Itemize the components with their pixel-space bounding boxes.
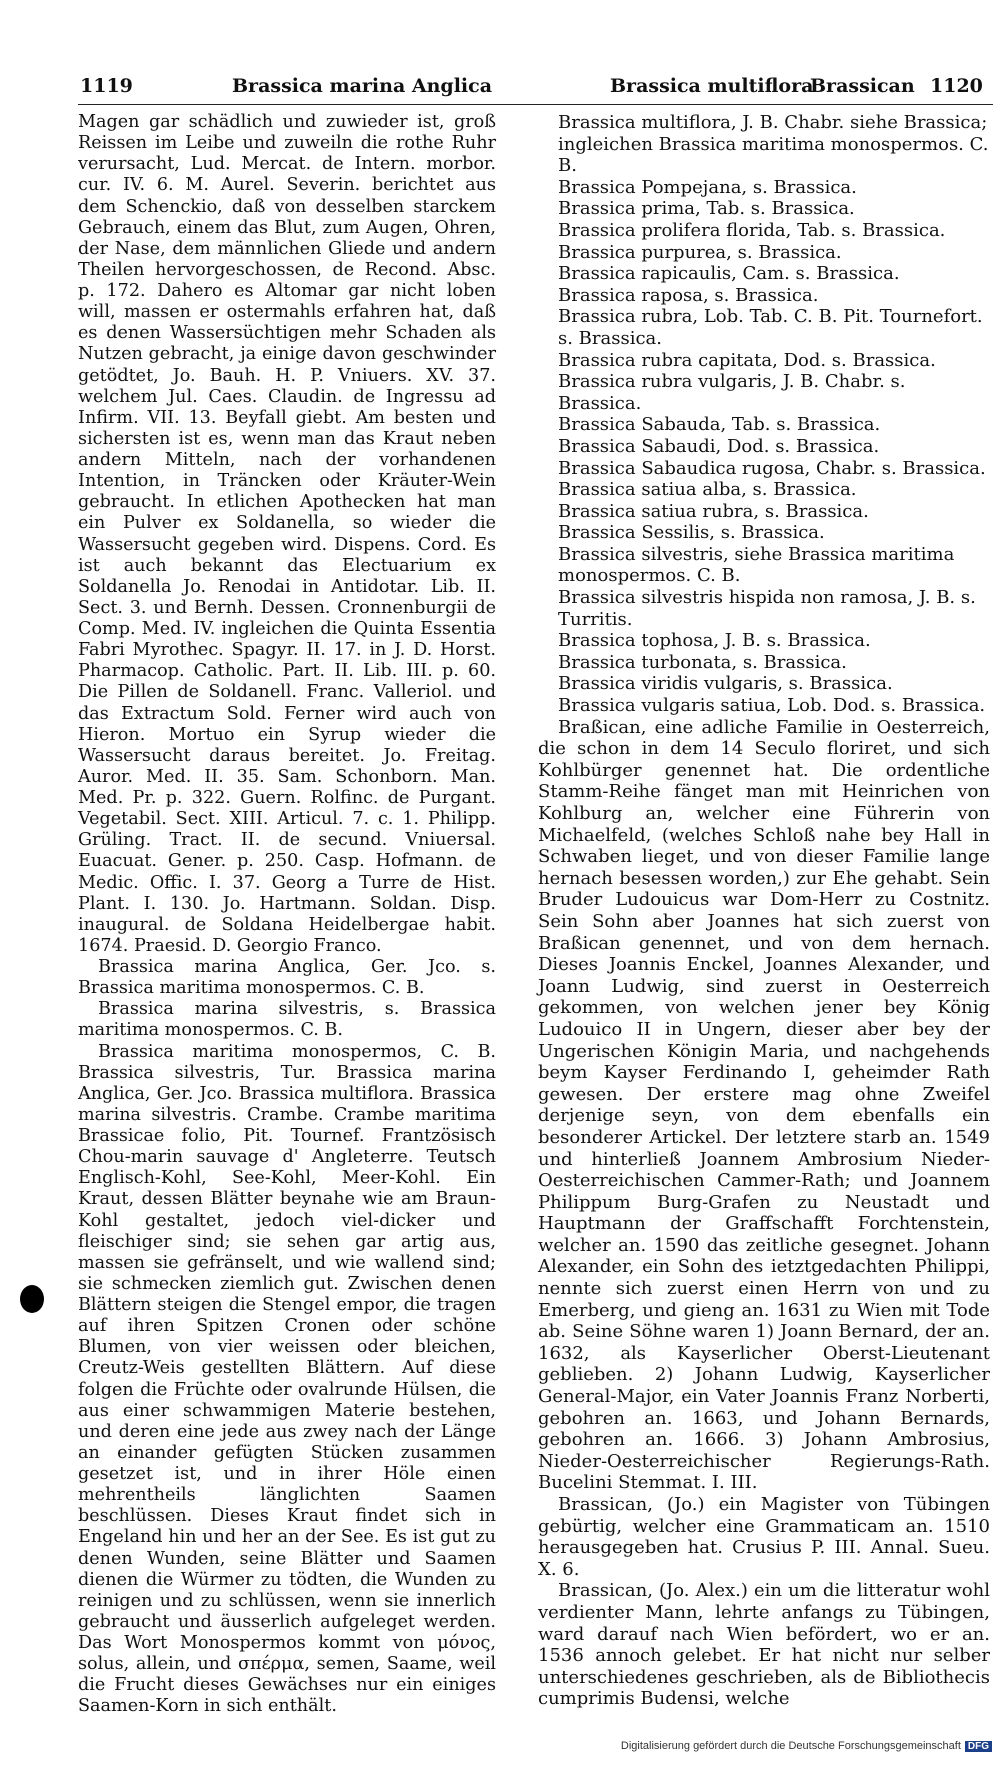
index-entry: Brassica Pompejana, s. Brassica. bbox=[558, 176, 857, 198]
index-entry: Brassica silvestris hispida non ramosa, J. B. s. Turritis. bbox=[558, 587, 976, 630]
index-entry: Brassica tophosa, J. B. s. Brassica. bbox=[558, 630, 871, 652]
index-entry: Brassica vulgaris satiua, Lob. Dod. s. Brassica. bbox=[558, 695, 986, 717]
index-entry: Brassica satiua alba, s. Brassica. bbox=[558, 479, 857, 501]
running-title-right: Brassican bbox=[810, 75, 915, 97]
page-number-left: 1119 bbox=[80, 75, 133, 97]
index-entry: Brassica satiua rubra, s. Brassica. bbox=[558, 500, 869, 522]
left-column bbox=[78, 112, 496, 1718]
footer-text: Digitalisierung gefördert durch die Deutsche Forschungsgemeinschaft bbox=[620, 1740, 961, 1752]
index-entry: Brassica viridis vulgaris, s. Brassica. bbox=[558, 673, 893, 695]
index-entry: Brassica Sessilis, s. Brassica. bbox=[558, 522, 825, 544]
index-entry: Brassica rubra, Lob. Tab. C. B. Pit. Tournefort. s. Brassica. bbox=[558, 306, 983, 349]
running-title-middle: Brassica multiflora bbox=[610, 75, 814, 97]
article-brassican-family: Braßican, eine adliche Familie in Oesterreich, die schon in dem 14 Seculo floriret, und sich Kohlbürger genennet hat. Die ordentliche Stamm-Reihe fänget man mit Heinrichen von Kohlburg an, welcher eine Führerin von Michaelfeld, (welches Schloß nahe bey Hall in Schwaben lieget, und von dieser Familie lange hernach besessen worden,) zur Ehe gehabt. Sein Bruder Ludouicus war Dom-Herr zu Costnitz. Sein Sohn aber Joannes hat sich zuerst von Braßican genennet, und von dem hernach. Dieses Joannis Enckel, Joannes Alexander, und Joann Ludwig, sind zuerst in Oesterreich gekommen, von welchen jener bey König Ludouico II in Ungern, dieser aber bey der Ungerischen Königin Maria, und nachgehends beym Kayser Ferdinando I, geheimder Rath gewesen. Der erstere mag ohne Zweifel derjenige seyn, von dem ebenfalls ein besonderer Artickel. Der letztere starb an. 1549 und hinterließ Joannem Ambrosium Nieder-Oesterreichischen Cammer-Rath; und Joannem Philippum Burg-Grafen zu Neustadt und Hauptmann der Graffschafft Forchtenstein, welcher an. 1590 das zeitliche gesegnet. Johann Alexander, ein Sohn des ietztgedachten Philippi, nennte sich zuerst einen Herrn von und zu Emerberg, und gieng an. 1631 zu Wien mit Tode ab. Seine Söhne waren 1) Joann Bernard, der an. 1632, als Kayserlicher Oberst-Lieutenant geblieben. 2) Johann Ludwig, Kayserlicher General-Major, ein Vater Joannis Franz Norberti, gebohren an. 1663, und Johann Bernards, gebohren an. 1666. 3) Johann Ambrosius, Nieder-Oesterreichischer Regierungs-Rath. Bucelini Stemmat. I. III. bbox=[538, 716, 990, 1494]
header-rule bbox=[78, 104, 993, 105]
index-entry: Brassica Sabaudi, Dod. s. Brassica. bbox=[558, 435, 880, 457]
index-entry: Brassica purpurea, s. Brassica. bbox=[558, 241, 842, 263]
index-entry: Brassica rubra capitata, Dod. s. Brassica. bbox=[558, 349, 936, 371]
index-entry: Brassica Sabaudica rugosa, Chabr. s. Brassica. bbox=[558, 457, 986, 479]
running-title-left: Brassica marina Anglica bbox=[232, 75, 493, 97]
right-column bbox=[538, 112, 990, 1710]
left-paragraph: Brassica marina Anglica, Ger. Jco. s. Brassica maritima monospermos. C. B. bbox=[78, 957, 496, 999]
left-paragraph: Magen gar schädlich und zuwieder ist, groß Reissen im Leibe und zuweiln die rothe Ruhr verursacht, Lud. Mercat. de Intern. morbor. cur. IV. 6. M. Aurel. Severin. berichtet aus dem Schenckio, daß von desselben starckem Gebrauch, einem das Blut, zum Augen, Ohren, der Nase, dem männlichen Gliede und andern Theilen hervorgeschossen, de Recond. Absc. p. 172. Dahero es Altomar gar nicht loben will, massen er ostermahls erfahren hat, daß es denen Wassersüchtigen mehr Schaden als Nutzen gebracht, ja einige davon geschwinder getödtet, Jo. Bauh. H. P. Vniuers. XV. 37. welchem Jul. Caes. Claudin. de Ingressu ad Infirm. VII. 13. Beyfall giebt. Am besten und sichersten ist es, wenn man das Kraut neben andern Mitteln, nach der vorhandenen Intention, in Träncken oder Kräuter-Wein gebraucht. In etlichen Apothecken hat man ein Pulver ex Soldanella, so wieder die Wassersucht gegeben wird. Dispens. Cord. Es ist auch bekannt das Electuarium ex Soldanella Jo. Renodai in Antidotar. Lib. II. Sect. 3. und Bernh. Dessen. Cronnenburgii de Comp. Med. IV. ingleichen die Quinta Essentia Fabri Myrothec. Spagyr. II. 17. in J. D. Horst. Pharmacop. Catholic. Part. II. Lib. III. p. 60. Die Pillen de Soldanell. Franc. Valleriol. und das Extractum Sold. Ferner wird auch von Hieron. Mortuo ein Syrup wieder die Wassersucht daraus bereitet. Jo. Freitag. Auror. Med. II. 35. Sam. Schonborn. Man. Med. Pr. p. 322. Guern. Rolfinc. de Purgant. Vegetabil. Sect. XIII. Articul. 7. c. 1. Philipp. Grüling. Tract. II. de secund. Vniuersal. Euacuat. Gener. p. 250. Casp. Hofmann. de Medic. Offic. I. 37. Georg a Turre de Hist. Plant. I. 130. Jo. Hartmann. Soldan. Disp. inaugural. de Soldana Heidelbergae habit. 1674. Praesid. D. Georgio Franco. bbox=[78, 112, 496, 956]
index-entry: Brassica turbonata, s. Brassica. bbox=[558, 651, 847, 673]
article-brassican-jo: Brassican, (Jo.) ein Magister von Tübingen gebürtig, welcher eine Grammaticam an. 1510 herausgegeben hat. Crusius P. III. Annal. Sueu. X. 6. bbox=[538, 1494, 990, 1580]
index-entry: Brassica multiflora, J. B. Chabr. siehe Brassica; ingleichen Brassica maritima monospermos. C. B. bbox=[558, 112, 989, 177]
index-entry: Brassica prolifera florida, Tab. s. Brassica. bbox=[558, 219, 946, 241]
digitization-footer bbox=[621, 1740, 992, 1752]
left-paragraph: Brassica marina silvestris, s. Brassica maritima monospermos. C. B. bbox=[78, 999, 496, 1041]
index-entry: Brassica prima, Tab. s. Brassica. bbox=[558, 198, 855, 220]
dfg-logo: DFG bbox=[965, 1741, 992, 1752]
ink-blot bbox=[20, 1285, 44, 1313]
article-brassican-jo-alex: Brassican, (Jo. Alex.) ein um die litteratur wohl verdienter Mann, lehrte anfangs zu Tübingen, ward darauf nach Wien befördert, wo er an. 1536 annoch gelebet. Er hat nicht nur selber unterschiedenes geschrieben, als de Bibliothecis cumprimis Budensi, welche bbox=[538, 1580, 990, 1710]
index-entry: Brassica rubra vulgaris, J. B. Chabr. s. Brassica. bbox=[558, 371, 906, 414]
page-number-right: 1120 bbox=[930, 75, 983, 97]
index-entry: Brassica silvestris, siehe Brassica maritima monospermos. C. B. bbox=[558, 543, 955, 587]
left-paragraph: Brassica maritima monospermos, C. B. Brassica silvestris, Tur. Brassica marina Anglica, Ger. Jco. Brassica multiflora. Brassica marina silvestris. Crambe. Crambe maritima Brassicae folio, Pit. Tournef. Frantzösisch Chou-marin sauvage d' Angleterre. Teutsch Englisch-Kohl, See-Kohl, Meer-Kohl. Ein Kraut, dessen Blätter beynahe wie am Braun-Kohl gestaltet, jedoch viel-dicker und fleischiger sind; sie sehen gar artig aus, massen sie gefränselt, und wie wallend sind; sie schmecken ziemlich gut. Zwischen denen Blättern steigen die Stengel empor, die tragen auf ihren Spitzen Cronen oder schöne Blumen, von vier weissen oder bleichen, Creutz-Weis gestellten Blättern. Auf diese folgen die Früchte oder ovalrunde Hülsen, die aus einer schwammigen Materie bestehen, und deren eine jede aus zwey nach der Länge an einander gefügten Stücken zusammen gesetzet ist, und in ihrer Höle einen mehrentheils länglichten Saamen beschlüssen. Dieses Kraut findet sich in Engeland hin und her an der See. Es ist gut zu denen Wunden, seine Blätter und Saamen dienen die Würmer zu tödten, die Wunden zu reinigen und zu schlüssen, wenn sie innerlich gebraucht und äusserlich aufgeleget werden. Das Wort Monospermos kommt von μόνος, solus, allein, und σπέρμα, semen, Saame, weil die Frucht dieses Gewächses nur ein einiges Saamen-Korn in sich enthält. bbox=[78, 1041, 496, 1717]
index-entry: Brassica raposa, s. Brassica. bbox=[558, 284, 819, 306]
index-entry: Brassica Sabauda, Tab. s. Brassica. bbox=[558, 414, 881, 436]
index-entry: Brassica rapicaulis, Cam. s. Brassica. bbox=[558, 263, 900, 285]
